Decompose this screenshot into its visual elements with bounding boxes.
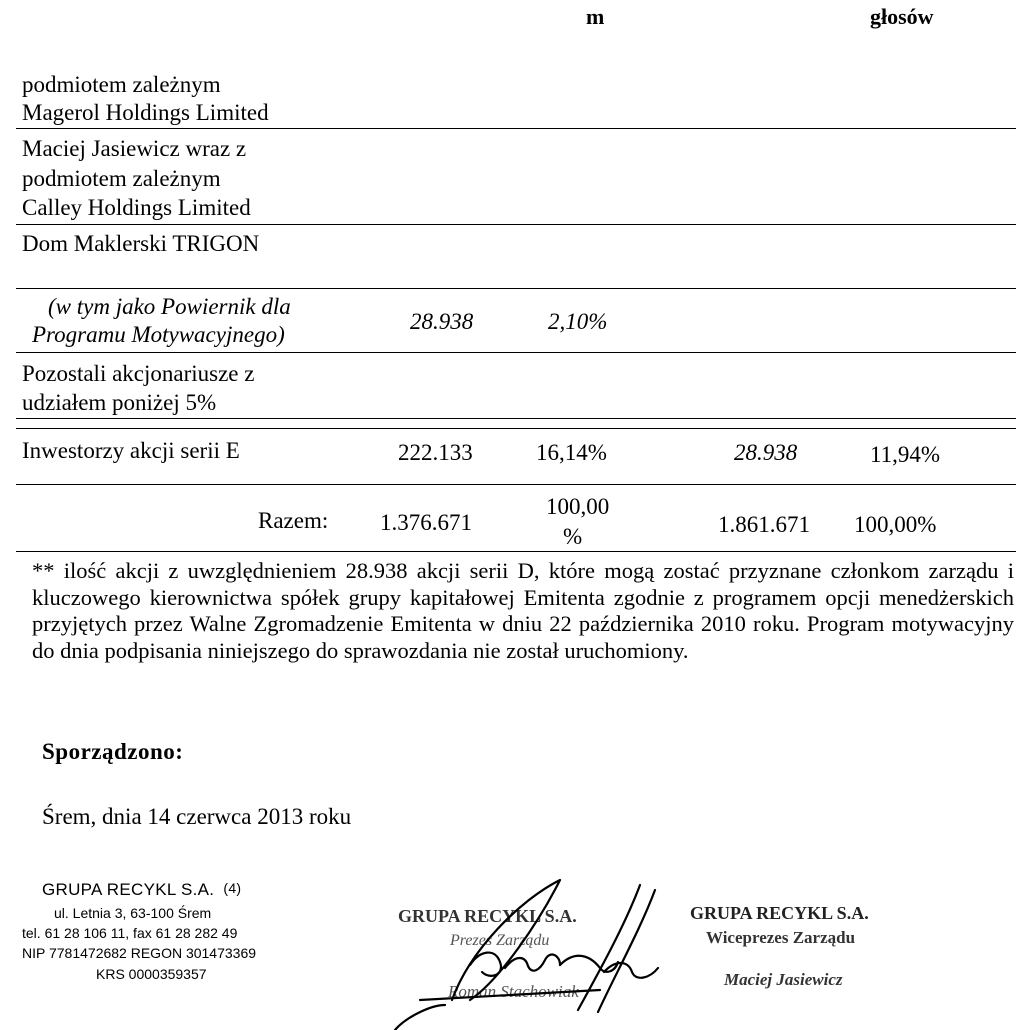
table-rule: [16, 352, 1016, 353]
total-label: Razem:: [258, 508, 329, 533]
votes-percent: 11,94%: [870, 442, 941, 467]
row-label-line: Inwestorzy akcji serii E: [22, 438, 240, 463]
shares-value: 222.133: [398, 440, 473, 465]
signature-1-stamp-role: Prezes Zarządu: [450, 932, 550, 949]
prepared-label: Sporządzono:: [42, 739, 184, 764]
row-label-line: (w tym jako Powiernik dla: [48, 294, 291, 319]
row-label-line: podmiotem zależnym: [22, 72, 221, 97]
row-label-line: Calley Holdings Limited: [22, 195, 251, 220]
company-stamp-name: GRUPA RECYKL S.A. $^{(4)}$: [42, 880, 242, 899]
column-header-votes: głosów: [870, 4, 934, 29]
table-rule: [16, 484, 1016, 485]
company-stamp-phone: tel. 61 28 106 11, fax 61 28 282 49: [22, 925, 238, 941]
table-rule: [16, 428, 1016, 429]
votes-value: 28.938: [734, 440, 798, 465]
total-percent-sign: %: [563, 524, 583, 549]
shares-percent: 16,14%: [536, 440, 607, 465]
total-percent: 100,00: [546, 494, 610, 519]
row-label-line: udziałem poniżej 5%: [22, 390, 217, 415]
footnote: ** ilość akcji z uwzględnieniem 28.938 akcji serii D, które mogą zostać przyznane członkom zarządu i kluczowego kierownictwa spółek grupy kapitałowej Emitenta zgodnie z programem opcji menedżerskich przyjętych przez Walne Zgromadzenie Emitenta w dniu 22 października 2010 roku. Program motywacyjny do dnia podpisania niniejszego do sprawozdania nie został uruchomiony.: [32, 558, 1014, 663]
table-rule: [16, 288, 1016, 289]
row-label-line: Dom Maklerski TRIGON: [22, 231, 260, 256]
row-label-line: Maciej Jasiewicz wraz z: [22, 136, 247, 161]
signature-2-name: Maciej Jasiewicz: [724, 970, 843, 989]
signature-1-stamp-company: GRUPA RECYKL S.A.: [398, 906, 577, 926]
row-label-line: Pozostali akcjonariusze z: [22, 361, 255, 386]
company-stamp-ids: NIP 7781472682 REGON 301473369: [22, 945, 257, 961]
place-date: Śrem, dnia 14 czerwca 2013 roku: [42, 804, 352, 829]
table-rule: [16, 128, 1016, 129]
signature-1-name: Roman Stachowiak: [448, 982, 579, 1001]
table-rule: [16, 418, 1016, 419]
signature-2-stamp-company: GRUPA RECYKL S.A.: [690, 903, 869, 923]
total-votes: 1.861.671: [718, 512, 810, 537]
company-stamp-krs: KRS 0000359357: [96, 966, 207, 982]
table-rule: [16, 551, 1016, 552]
shares-value: 28.938: [410, 309, 474, 334]
shares-percent: 2,10%: [548, 309, 608, 334]
total-shares: 1.376.671: [380, 510, 472, 535]
table-rule: [16, 224, 1016, 225]
row-label-line: Magerol Holdings Limited: [22, 100, 269, 125]
row-label-line: Programu Motywacyjnego): [32, 322, 285, 347]
column-header-m: m: [586, 4, 605, 29]
signature-2-stamp-role: Wiceprezes Zarządu: [706, 928, 856, 947]
total-votes-percent: 100,00%: [854, 512, 937, 537]
row-label-line: podmiotem zależnym: [22, 166, 221, 191]
company-stamp-address: ul. Letnia 3, 63-100 Śrem: [54, 905, 212, 921]
